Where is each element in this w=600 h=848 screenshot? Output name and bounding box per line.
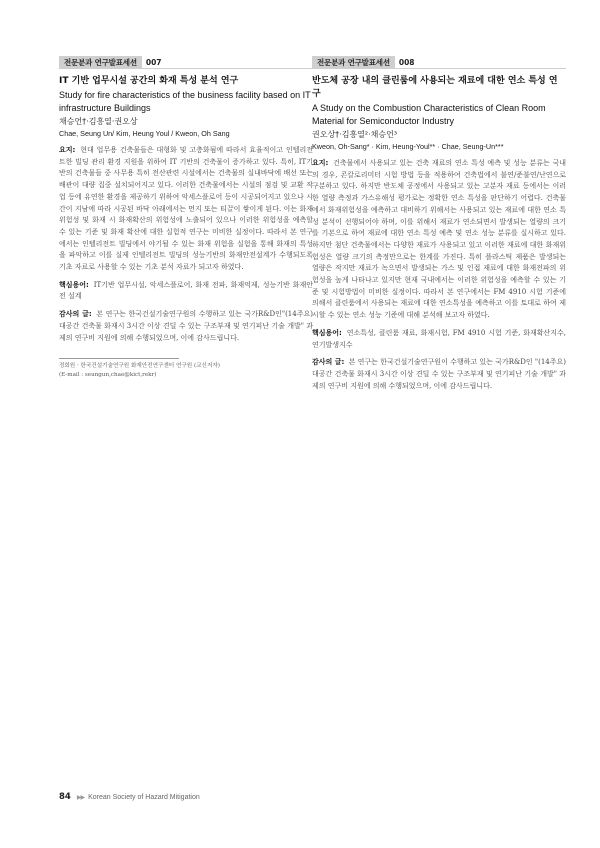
abstract-label: 요지:	[59, 146, 76, 154]
ack-label: 감사의 글:	[312, 358, 345, 367]
abstract-text: 건축물에서 사용되고 있는 건축 재료의 연소 특성 예측 및 성능 분류는 국내의 경우, 콘칼로리미터 시험 방법 등을 적용하여 건축법에서 불연/준불연/난연으로 구분하고 있다. 하지만 반도체 공정에서 사용되고 있는 고분자 재료 등에서는 이러한 열량 측정과 가스유해성 평가로는 정확한 연소 특성을 판단하기 어렵다. 건축물에서 화재위험성을 예측하고 대비하기 위해서는 사용되고 있는 재료에 대한 연소 특성 분석이 선행되어야 하며, 이를 위해서 재료가 연소되면서 발생되는 열량의 크기를 기본으로 하여 재료에 대한 연소 특성 예측 및 연소 성능 분류를 실시하고 있다. 하지만 첨단 건축물에서는 다양한 재료가 사용되고 있고 이러한 재료에 대한 화재위험성은 열량 크기의 측정만으로는 한계를 가진다. 특히 플라스틱 제품은 발생되는 열량은 작지만 재료가 녹으면서 발생되는 가스 및 인접 재료에 대한 화재전파의 위험성을 높게 나타나고 있지만 현재 국내에서는 이러한 위험성을 예측할 수 있는 기준 및 시험방법이 미비한 실정이다. 따라서 본 연구에서는 FM 4910 시험 기준에 의해서 클린룸에서 사용되는 재료에 대한 연소특성을 예측하고 이를 토대로 하여 제시할 수 있는 연소 성능 기준에 대해 분석해 보고자 하였다.	[312, 159, 566, 320]
paper-left-column	[59, 56, 313, 379]
title-korean: 반도체 공장 내의 클린룸에 사용되는 재료에 대한 연소 특성 연구	[312, 76, 558, 99]
double-arrow-icon: ▶▶	[76, 793, 85, 801]
authors-english: Chae, Seung Un/ Kim, Heung Youl / Kweon, Oh Sang	[59, 129, 230, 138]
session-number: 007	[142, 56, 313, 69]
page-footer	[59, 792, 200, 802]
title-english: A Study on the Combustion Characteristics of Clean Room Material for Semiconductor Industry	[312, 103, 546, 126]
authors-english: Kweon, Oh-Sang* · Kim, Heung-Youl** · Chae, Seung-Un***	[312, 142, 504, 151]
title-korean: IT 기반 업무시설 공간의 화재 특성 분석 연구	[59, 76, 239, 86]
page-number: 84	[59, 792, 71, 802]
keywords	[312, 328, 566, 351]
title-english: Study for fire characteristics of the business facility based on IT infrastructure Buildings	[59, 90, 311, 113]
session-number: 008	[395, 56, 566, 69]
affiliation: 정회원 · 한국건설기술연구원 화재안전연구센터 연구원 (교신저자)	[59, 363, 220, 370]
ack-label: 감사의 글:	[59, 310, 92, 319]
session-label: 전문분과 연구발표세션	[59, 56, 142, 69]
keywords-text: 연소특성, 클린룸 재료, 화재시험, FM 4910 시험 기준, 화재확산지수, 연기발생지수	[312, 328, 566, 349]
abstract	[59, 145, 313, 274]
abstract	[312, 158, 566, 322]
footnote-divider	[59, 358, 179, 359]
authors-korean: 채승언†·김흥열·권오상	[59, 117, 138, 126]
acknowledgement	[312, 357, 566, 392]
ack-text: 본 연구는 한국건설기술연구원이 수행하고 있는 국가R&D인 "(14주요)대공간 건축물 화재시 3시간 이상 견딜 수 있는 구조부재 및 연기피난 기술 개발" 과제의 연구비 지원에 의해 수행되었으며, 이에 감사드립니다.	[312, 358, 566, 390]
session-header	[59, 56, 313, 69]
keywords-label: 핵심용어:	[59, 280, 89, 289]
email: (E-mail : seungun,chae@kict,rekr)	[59, 371, 157, 378]
keywords-text: IT기반 업무시설, 악세스플로어, 화재 전파, 화재억제, 성능기반 화재안전 설계	[59, 280, 313, 301]
abstract-label: 요지:	[312, 159, 329, 167]
journal-name: Korean Society of Hazard Mitigation	[88, 793, 200, 801]
session-header	[312, 56, 566, 69]
keywords-label: 핵심용어:	[312, 328, 342, 337]
abstract-text: 현대 업무용 건축물들은 대형화 및 고층화됨에 따라서 효율적이고 인텔리전트한 빌딩 관리 환경 지원을 위하여 IT 기반의 건축물이 증가하고 있다. 특히, IT기반의 건축물들 중 사무용 특히 전산관련 시설에서는 건축물의 실내바닥에 배선 또는 배관이 대량 집중 설치되어지고 있다. 이러한 건축물에서는 시설의 점검 및 교환 작업 등에 유연한 환경을 제공하기 위하여 악세스플로어 등이 시공되어지고 있으나 시간이 지남에 따라 시공된 바닥 아래에서는 먼지 또는 티끌이 쌓이게 된다. 이는 화재 위험성 및 화재 시 화재확산의 위험성에 노출되어 있으나 이러한 위험성을 예측할 수 있는 기준 및 화재 확산에 대한 실험적 연구는 미비한 실정이다. 따라서 본 연구에서는 인텔리전트 빌딩에서 야기될 수 있는 화재 위험을 실험을 통해 화재의 특성을 파악하고 이를 실제 인텔리전트 빌딩의 성능기반의 화재안전설계가 수행되도록 기초 자료로 사용할 수 있는 기초 분석 자료가 되고자 하였다.	[59, 146, 313, 272]
paper-right-column	[312, 56, 566, 398]
session-label: 전문분과 연구발표세션	[312, 56, 395, 69]
authors-korean: 권오상†·김흥열²·채승언³	[312, 130, 398, 139]
ack-text: 본 연구는 한국건설기술연구원의 수행하고 있는 국가R&D인"(14주요)대공간 건축물 화재시 3시간 이상 견딜 수 있는 구조부재 및 연기피난 기술 개발" 과제의 연구비 지원에 의해 수행되었으며, 이에 감사드립니다.	[59, 310, 313, 342]
keywords	[59, 280, 313, 303]
acknowledgement	[59, 309, 313, 344]
